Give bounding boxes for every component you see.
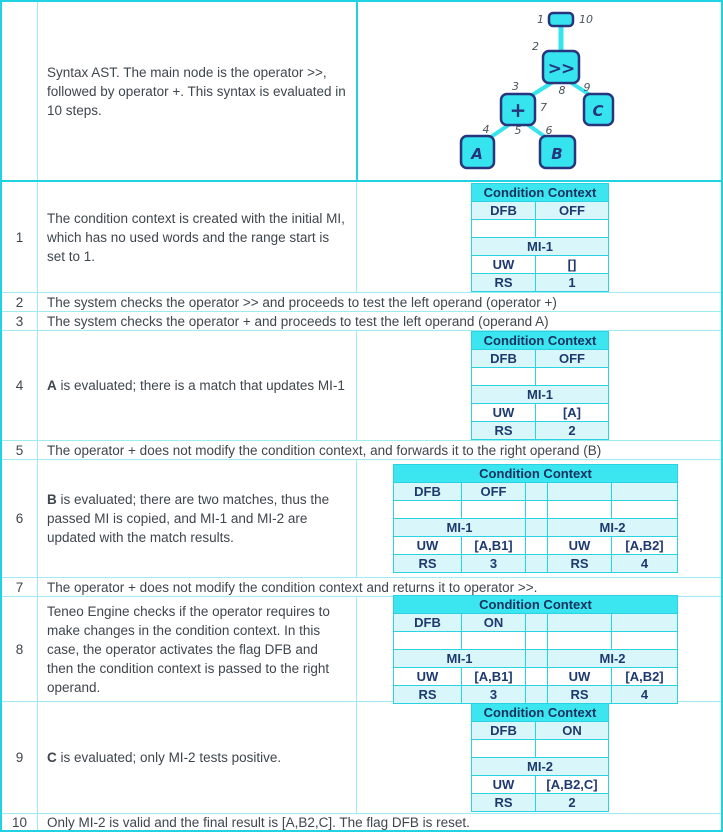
ctx-empty-cell <box>462 501 526 519</box>
ctx-dfb-value: ON <box>536 722 609 740</box>
table-row-step-1 <box>2 180 721 292</box>
ctx-mi-label: MI-2 <box>472 758 609 776</box>
step-number: 2 <box>2 293 38 311</box>
step-number: 1 <box>2 182 38 292</box>
ctx-gap-cell <box>526 537 548 555</box>
step-number: 5 <box>2 441 38 459</box>
ctx-empty-cell <box>472 740 536 758</box>
step-label-4: 4 <box>482 123 490 136</box>
step-description <box>38 578 721 596</box>
ctx-empty-cell <box>536 368 609 386</box>
operand-name: C <box>47 750 57 765</box>
ctx-gap-cell <box>526 483 548 501</box>
ctx-mi-label: MI-1 <box>472 386 609 404</box>
step-number: 4 <box>2 331 38 440</box>
ctx-empty-cell <box>472 368 536 386</box>
ctx-rs-value: 1 <box>536 273 609 291</box>
ctx-uw1-value: [A,B1] <box>462 537 526 555</box>
step-description <box>38 312 721 330</box>
step-label-2: 2 <box>532 40 539 53</box>
step-description <box>38 331 357 440</box>
step-label-9: 9 <box>583 81 591 94</box>
ctx-empty-cell <box>548 631 612 649</box>
ctx-uw2-label: UW <box>548 667 612 685</box>
step-description-rest: is evaluated; there is a match that updates MI-1 <box>56 378 345 393</box>
ctx-rs1-label: RS <box>394 555 462 573</box>
ctx-mi-label: MI-1 <box>472 237 609 255</box>
ctx-rs2-value: 4 <box>612 555 678 573</box>
table-row-ast <box>2 2 721 180</box>
step-label-7: 7 <box>540 101 547 114</box>
ctx-uw2-value: [A,B2] <box>612 537 678 555</box>
step-number: 10 <box>2 814 38 830</box>
ctx-rs1-label: RS <box>394 685 462 703</box>
condition-context-cell <box>357 702 721 813</box>
step-number: 8 <box>2 597 38 701</box>
ctx-title: Condition Context <box>394 465 678 483</box>
step-description-text: Only MI-2 is valid and the final result is [A,B2,C]. The flag DFB is reset. <box>47 814 470 830</box>
ctx-mi2-label: MI-2 <box>548 519 678 537</box>
condition-context-table-step-9 <box>471 703 609 812</box>
step-label-5: 5 <box>514 124 522 137</box>
condition-context-table-step-4 <box>471 331 609 440</box>
step-description-text <box>47 490 346 547</box>
condition-context-table-step-6 <box>393 464 678 573</box>
table-row-step-7 <box>2 577 721 596</box>
ctx-gap-cell <box>526 667 548 685</box>
ctx-uw-label: UW <box>472 776 536 794</box>
step-description <box>38 293 721 311</box>
ctx-gap-cell <box>526 555 548 573</box>
step-description <box>38 814 721 830</box>
step-description-text: Teneo Engine checks if the operator requires to make changes in the condition context. In this case, the operator activates the flag DFB and then the condition context is passed to the right operand. <box>47 603 330 695</box>
ctx-gap-cell <box>526 685 548 703</box>
table-row-step-4 <box>2 330 721 440</box>
ctx-empty-cell <box>472 219 536 237</box>
ctx-rs2-label: RS <box>548 685 612 703</box>
step-label-3: 3 <box>512 80 519 93</box>
ctx-empty-cell <box>536 740 609 758</box>
step-label-1: 1 <box>537 13 544 26</box>
step-description-text: The operator + does not modify the condition context and returns it to operator >>. <box>47 579 538 595</box>
ctx-uw-value: [] <box>536 255 609 273</box>
ctx-gap-cell <box>526 501 548 519</box>
table-row-step-6 <box>2 459 721 577</box>
condition-context-cell <box>357 182 721 292</box>
ast-description <box>38 2 358 180</box>
ctx-empty-cell <box>394 501 462 519</box>
ctx-uw1-label: UW <box>394 667 462 685</box>
ctx-gap-cell <box>526 613 548 631</box>
ctx-dfb-value: OFF <box>536 350 609 368</box>
ctx-title: Condition Context <box>472 332 609 350</box>
ctx-dfb-label: DFB <box>394 613 462 631</box>
ast-root-node <box>549 13 573 26</box>
ctx-dfb-label: DFB <box>472 201 536 219</box>
table-row-step-5 <box>2 440 721 459</box>
table-row-step-10 <box>2 813 721 830</box>
step-number-cell <box>2 2 38 180</box>
ctx-rs2-value: 4 <box>612 685 678 703</box>
step-description-text <box>47 748 281 767</box>
ctx-gap-cell <box>526 519 548 537</box>
ctx-gap-cell <box>526 649 548 667</box>
ctx-title: Condition Context <box>472 183 609 201</box>
table-row-step-9 <box>2 701 721 813</box>
ctx-dfb-value: OFF <box>536 201 609 219</box>
step-number: 6 <box>2 460 38 577</box>
ast-tree-diagram <box>358 3 722 179</box>
ctx-rs-value: 2 <box>536 794 609 812</box>
step-description-text: The system checks the operator >> and proceeds to test the left operand (operator +) <box>47 294 557 310</box>
step-description <box>38 182 357 292</box>
step-description <box>38 460 357 577</box>
step-description-text: The condition context is created with the initial MI, which has no used words and the range start is set to 1. <box>47 210 345 264</box>
ctx-rs1-value: 3 <box>462 555 526 573</box>
operand-a-glyph: A <box>471 145 483 163</box>
ctx-rs-label: RS <box>472 422 536 440</box>
ctx-empty-cell <box>548 501 612 519</box>
ctx-rs2-label: RS <box>548 555 612 573</box>
table-row-step-2 <box>2 292 721 311</box>
step-number: 9 <box>2 702 38 813</box>
ctx-empty-cell <box>394 631 462 649</box>
step-description <box>38 702 357 813</box>
ctx-dfb-value: ON <box>462 613 526 631</box>
step-label-10: 10 <box>579 13 593 26</box>
ctx-uw2-label: UW <box>548 537 612 555</box>
ctx-rs-label: RS <box>472 794 536 812</box>
step-number: 7 <box>2 578 38 596</box>
condition-context-table-step-8 <box>393 595 678 704</box>
step-description <box>38 597 357 701</box>
ctx-dfb-label: DFB <box>394 483 462 501</box>
ctx-empty-cell <box>612 613 678 631</box>
ctx-uw-value: [A] <box>536 404 609 422</box>
ctx-dfb-label: DFB <box>472 350 536 368</box>
ctx-rs-label: RS <box>472 273 536 291</box>
ctx-uw-label: UW <box>472 255 536 273</box>
ast-diagram-cell <box>358 2 722 180</box>
ctx-empty-cell <box>612 483 678 501</box>
ctx-uw-label: UW <box>472 404 536 422</box>
step-description-rest: is evaluated; there are two matches, thus the passed MI is copied, and MI-1 and MI-2 are updated with the match results. <box>47 492 330 545</box>
ctx-empty-cell <box>548 483 612 501</box>
ctx-uw1-value: [A,B1] <box>462 667 526 685</box>
table-row-step-3 <box>2 311 721 330</box>
step-number: 3 <box>2 312 38 330</box>
step-label-6: 6 <box>545 124 553 137</box>
condition-context-cell <box>357 597 721 701</box>
ctx-uw2-value: [A,B2] <box>612 667 678 685</box>
ctx-empty-cell <box>462 631 526 649</box>
ctx-rs1-value: 3 <box>462 685 526 703</box>
operand-name: B <box>47 492 57 507</box>
condition-context-cell <box>357 331 721 440</box>
condition-context-table-step-1 <box>471 183 609 292</box>
ctx-uw-value: [A,B2,C] <box>536 776 609 794</box>
plus-operator-glyph: + <box>509 98 527 122</box>
step-label-8: 8 <box>558 84 566 97</box>
shift-operator-glyph: >> <box>547 59 575 79</box>
operand-c-glyph: C <box>592 102 604 120</box>
ctx-gap-cell <box>526 631 548 649</box>
ctx-dfb-label: DFB <box>472 722 536 740</box>
ctx-dfb-value: OFF <box>462 483 526 501</box>
ctx-mi1-label: MI-1 <box>394 649 526 667</box>
table-row-step-8 <box>2 596 721 701</box>
ctx-uw1-label: UW <box>394 537 462 555</box>
step-description-text: The operator + does not modify the condition context, and forwards it to the right operand (B) <box>47 442 602 458</box>
step-description-text <box>47 376 345 395</box>
ctx-title: Condition Context <box>394 595 678 613</box>
ctx-empty-cell <box>548 613 612 631</box>
ast-description-text: Syntax AST. The main node is the operator >>, followed by operator +. This syntax is evaluated in 10 steps. <box>47 64 346 118</box>
ctx-mi1-label: MI-1 <box>394 519 526 537</box>
ctx-empty-cell <box>612 501 678 519</box>
step-description-rest: is evaluated; only MI-2 tests positive. <box>56 750 282 765</box>
condition-context-cell <box>357 460 721 577</box>
ctx-mi2-label: MI-2 <box>548 649 678 667</box>
ctx-rs-value: 2 <box>536 422 609 440</box>
ctx-empty-cell <box>536 219 609 237</box>
step-description <box>38 441 721 459</box>
ctx-empty-cell <box>612 631 678 649</box>
operand-b-glyph: B <box>551 145 563 163</box>
step-description-text: The system checks the operator + and proceeds to test the left operand (operand A) <box>47 313 549 329</box>
operand-name: A <box>47 378 57 393</box>
ctx-title: Condition Context <box>472 704 609 722</box>
